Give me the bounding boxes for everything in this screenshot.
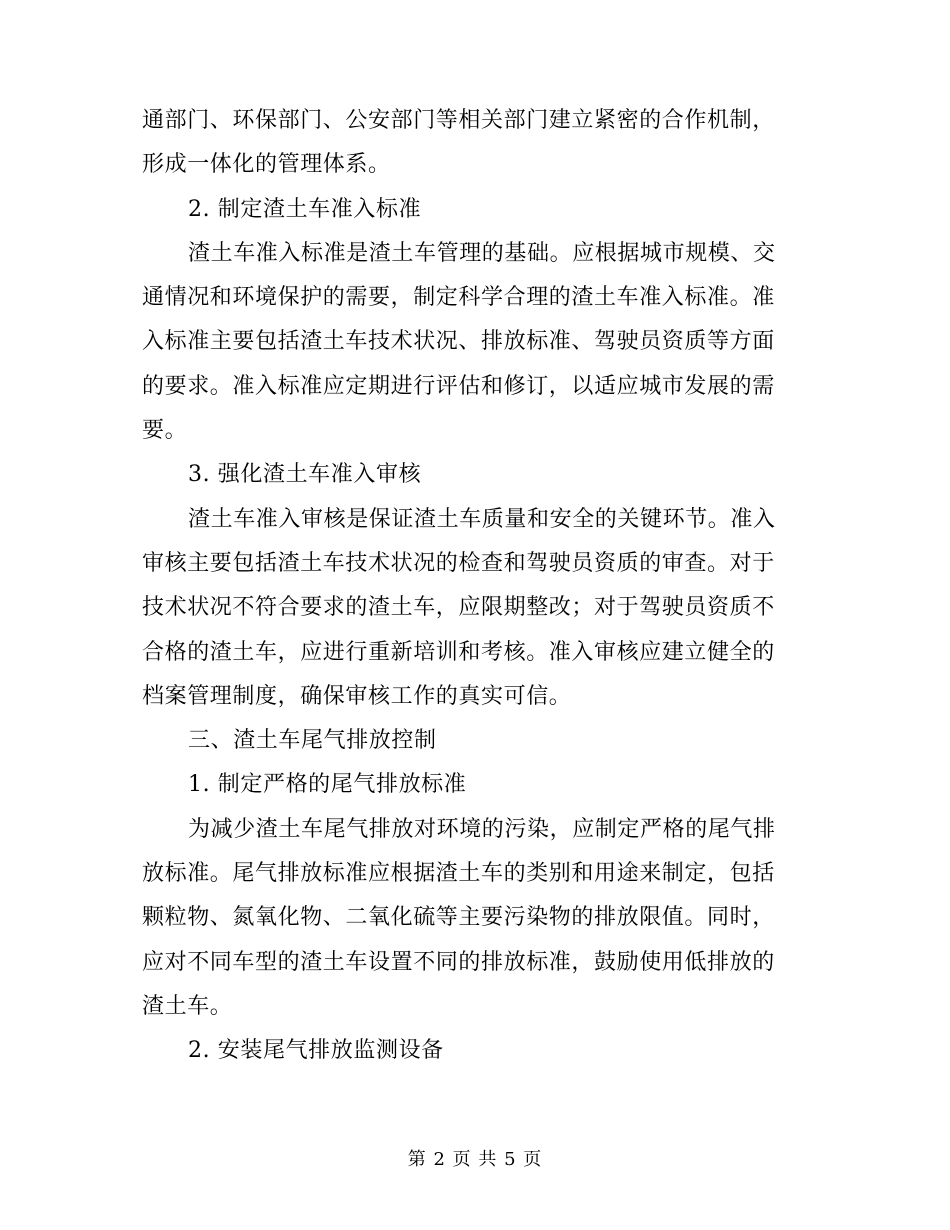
text-line: 形成一体化的管理体系。	[142, 152, 391, 178]
chapter-heading: 三、渣土车尾气排放控制	[188, 728, 437, 754]
text-line: 为减少渣土车尾气排放对环境的污染，应制定严格的尾气排	[188, 816, 776, 842]
text-line: 技术状况不符合要求的渣土车，应限期整改；对于驾驶员资质不	[142, 595, 775, 621]
text-line: 合格的渣土车，应进行重新培训和考核。准入审核应建立健全的	[142, 639, 775, 665]
text-line: 审核主要包括渣土车技术状况的检查和驾驶员资质的审查。对于	[142, 550, 775, 576]
text-line: 应对不同车型的渣土车设置不同的排放标准，鼓励使用低排放的	[142, 949, 775, 975]
text-line: 渣土车准入标准是渣土车管理的基础。应根据城市规模、交	[188, 240, 776, 266]
text-line: 档案管理制度，确保审核工作的真实可信。	[142, 683, 572, 709]
text-line: 通部门、环保部门、公安部门等相关部门建立紧密的合作机制，	[142, 108, 775, 133]
text-line: 放标准。尾气排放标准应根据渣土车的类别和用途来制定，包括	[142, 861, 775, 887]
section-heading: 1. 制定严格的尾气排放标准	[188, 772, 467, 798]
section-heading: 2. 制定渣土车准入标准	[188, 196, 422, 222]
section-heading: 3. 强化渣土车准入审核	[188, 462, 422, 488]
text-line: 通情况和环境保护的需要，制定科学合理的渣土车准入标准。准	[142, 285, 775, 311]
page-number-footer: 第 2 页 共 5 页	[407, 1149, 543, 1170]
text-line: 的要求。准入标准应定期进行评估和修订，以适应城市发展的需	[142, 373, 775, 399]
text-line: 要。	[142, 418, 188, 444]
section-heading: 2. 安装尾气排放监测设备	[188, 1038, 444, 1064]
document-body	[142, 99, 798, 1074]
text-line: 颗粒物、氮氧化物、二氧化硫等主要污染物的排放限值。同时，	[142, 905, 775, 931]
text-line: 入标准主要包括渣土车技术状况、排放标准、驾驶员资质等方面	[142, 329, 775, 355]
text-line: 渣土车。	[142, 993, 233, 1019]
text-line: 渣土车准入审核是保证渣土车质量和安全的关键环节。准入	[188, 506, 776, 532]
